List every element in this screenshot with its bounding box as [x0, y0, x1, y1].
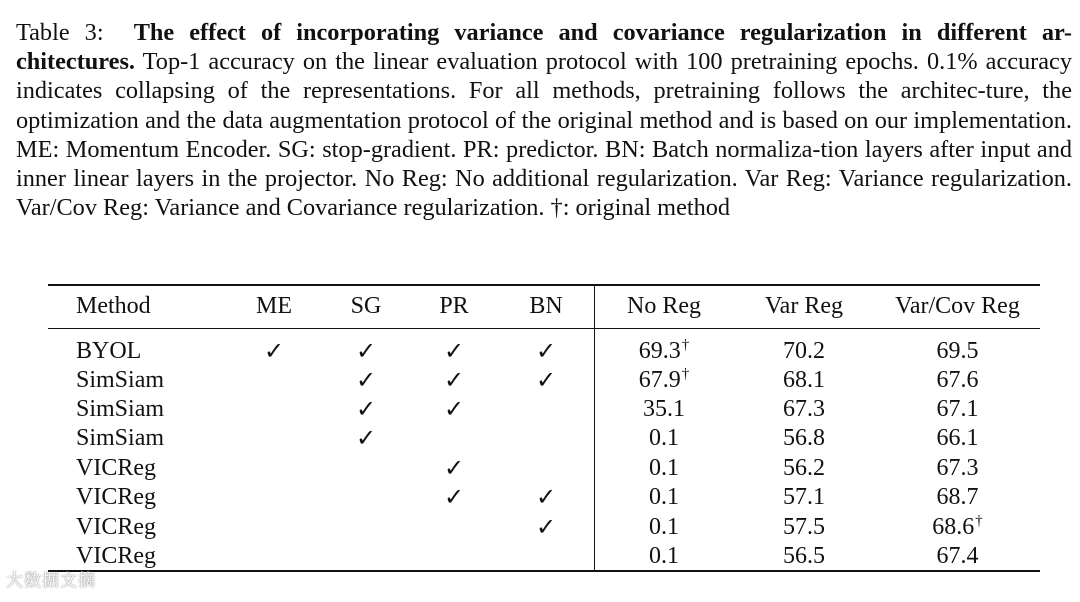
cell-no-reg-value: 69.3 [638, 338, 681, 364]
cell-method [48, 366, 226, 395]
cell-varcov-reg-value: 67.4 [936, 542, 979, 569]
cell-pr [410, 424, 498, 453]
dagger-mark: † [681, 366, 690, 383]
cell-no-reg [595, 366, 734, 395]
header-sg: SG [350, 293, 382, 320]
cell-no-reg [595, 424, 734, 453]
cell-sg [322, 424, 410, 453]
cell-method-value: SimSiam [76, 366, 165, 393]
table-row [48, 512, 1040, 541]
caption-title: The effect of incorporating variance and covariance regularization in different ar-chitectures. [16, 19, 1072, 76]
cell-var-reg [733, 424, 875, 453]
caption-label: Table 3: [16, 19, 104, 46]
checkmark-icon: ✓ [443, 395, 465, 424]
checkmark-icon: ✓ [355, 424, 377, 453]
cell-no-reg-value: 35.1 [643, 396, 685, 423]
cell-method-value: VICReg [76, 513, 156, 540]
cell-pr [410, 395, 498, 424]
header-me: ME [256, 293, 292, 320]
cell-me [226, 454, 322, 483]
cell-sg [322, 328, 410, 366]
header-method: Method [76, 293, 151, 320]
checkmark-icon: ✓ [355, 395, 377, 424]
header-pr: PR [439, 293, 469, 320]
cell-method [48, 424, 226, 453]
cell-sg [322, 366, 410, 395]
cell-no-reg [595, 512, 734, 541]
cell-method-value: VICReg [76, 484, 156, 511]
cell-varcov-reg-value: 68.7 [936, 484, 979, 511]
caption-text: Top-1 accuracy on the linear evaluation protocol with 100 pretraining epochs. 0.1% accuracy indicates collapsing of the representations. For all methods, pretraining follows the architec-ture, the optimization and the data augmentation protocol of the original method and is based on our implementation. ME: Momentum Encoder. SG: stop-gradient. PR: predictor. BN: Batch normaliza-tion layers after input and inner linear layers in the projector. No Reg: No additional regularization. Var Reg: Variance regularization. Var/Cov Reg: Variance and Covariance regularization. †: original method [16, 48, 1072, 222]
cell-bn [498, 366, 595, 395]
cell-no-reg-value: 67.9 [638, 367, 681, 394]
cell-varcov-reg-value: 66.1 [936, 425, 979, 452]
cell-bn [498, 483, 595, 512]
cell-no-reg [595, 328, 734, 366]
cell-no-reg-value: 0.1 [649, 513, 679, 540]
cell-me [226, 512, 322, 541]
cell-var-reg-value: 67.3 [783, 396, 825, 423]
cell-varcov-reg [875, 512, 1040, 541]
cell-method [48, 512, 226, 541]
dagger-mark: † [681, 337, 690, 353]
cell-varcov-reg [875, 328, 1040, 366]
cell-varcov-reg [875, 454, 1040, 483]
cell-varcov-reg-value: 67.3 [936, 454, 979, 481]
cell-pr [410, 328, 498, 366]
cell-no-reg [595, 483, 734, 512]
cell-var-reg-value: 68.1 [783, 366, 825, 393]
dagger-mark: † [975, 513, 983, 530]
header-varcov-reg: Var/Cov Reg [895, 293, 1020, 320]
cell-var-reg [733, 483, 875, 512]
cell-bn [498, 424, 595, 453]
cell-me [226, 483, 322, 512]
cell-me [226, 366, 322, 395]
checkmark-icon: ✓ [535, 336, 557, 365]
cell-var-reg [733, 328, 875, 366]
checkmark-icon: ✓ [355, 365, 377, 394]
cell-no-reg [595, 454, 734, 483]
cell-bn [498, 328, 595, 366]
cell-method-value: SimSiam [76, 425, 165, 452]
table-row [48, 328, 1040, 366]
cell-pr [410, 512, 498, 541]
checkmark-icon: ✓ [535, 512, 557, 541]
cell-varcov-reg-value: 67.6 [936, 366, 979, 393]
header-var-reg: Var Reg [765, 293, 843, 320]
cell-no-reg [595, 395, 734, 424]
cell-var-reg-value: 57.5 [783, 513, 825, 540]
cell-var-reg [733, 454, 875, 483]
cell-method [48, 395, 226, 424]
cell-var-reg [733, 512, 875, 541]
cell-bn [498, 542, 595, 571]
cell-var-reg-value: 56.5 [783, 542, 825, 569]
cell-method-value: SimSiam [76, 396, 165, 423]
cell-me [226, 424, 322, 453]
cell-varcov-reg-value: 68.6 [932, 514, 975, 541]
table-body [48, 328, 1040, 571]
cell-bn [498, 512, 595, 541]
header-bn: BN [498, 285, 595, 328]
table-caption [16, 18, 1072, 222]
cell-method [48, 454, 226, 483]
cell-no-reg-value: 0.1 [649, 542, 679, 569]
table-row [48, 424, 1040, 453]
cell-bn [498, 454, 595, 483]
cell-method-value: VICReg [76, 542, 156, 569]
checkmark-icon: ✓ [355, 336, 377, 365]
checkmark-icon: ✓ [443, 453, 465, 482]
cell-sg [322, 395, 410, 424]
cell-sg [322, 542, 410, 571]
cell-varcov-reg [875, 424, 1040, 453]
cell-pr [410, 542, 498, 571]
cell-var-reg-value: 57.1 [783, 484, 825, 511]
cell-method [48, 328, 226, 366]
cell-var-reg [733, 366, 875, 395]
cell-pr [410, 454, 498, 483]
table-row [48, 366, 1040, 395]
cell-sg [322, 454, 410, 483]
table-header-row [48, 285, 1040, 328]
checkmark-icon: ✓ [443, 336, 465, 365]
cell-no-reg-value: 0.1 [649, 454, 679, 481]
table-row [48, 454, 1040, 483]
checkmark-icon: ✓ [535, 365, 557, 394]
cell-method-value: BYOL [76, 337, 142, 364]
cell-var-reg [733, 542, 875, 571]
cell-no-reg-value: 0.1 [649, 425, 679, 452]
cell-sg [322, 483, 410, 512]
checkmark-icon: ✓ [443, 483, 465, 512]
header-no-reg: No Reg [627, 293, 701, 320]
cell-method [48, 483, 226, 512]
cell-varcov-reg-value: 69.5 [936, 337, 979, 364]
cell-varcov-reg-value: 67.1 [936, 396, 979, 423]
cell-varcov-reg [875, 395, 1040, 424]
cell-method-value: VICReg [76, 454, 156, 481]
cell-var-reg-value: 70.2 [783, 337, 825, 364]
cell-varcov-reg [875, 366, 1040, 395]
cell-no-reg [595, 542, 734, 571]
cell-me [226, 395, 322, 424]
checkmark-icon: ✓ [263, 336, 285, 365]
cell-bn [498, 395, 595, 424]
cell-pr [410, 366, 498, 395]
cell-me [226, 328, 322, 366]
cell-var-reg-value: 56.2 [783, 454, 825, 481]
table-row [48, 542, 1040, 571]
cell-varcov-reg [875, 483, 1040, 512]
cell-pr [410, 483, 498, 512]
cell-no-reg-value: 0.1 [649, 484, 679, 511]
cell-var-reg [733, 395, 875, 424]
table-row [48, 395, 1040, 424]
cell-sg [322, 512, 410, 541]
checkmark-icon: ✓ [443, 365, 465, 394]
results-table [48, 284, 1040, 572]
checkmark-icon: ✓ [535, 483, 557, 512]
table-row [48, 483, 1040, 512]
cell-me [226, 542, 322, 571]
watermark: 大数据文摘 [6, 571, 96, 591]
cell-varcov-reg [875, 542, 1040, 571]
cell-var-reg-value: 56.8 [783, 425, 825, 452]
